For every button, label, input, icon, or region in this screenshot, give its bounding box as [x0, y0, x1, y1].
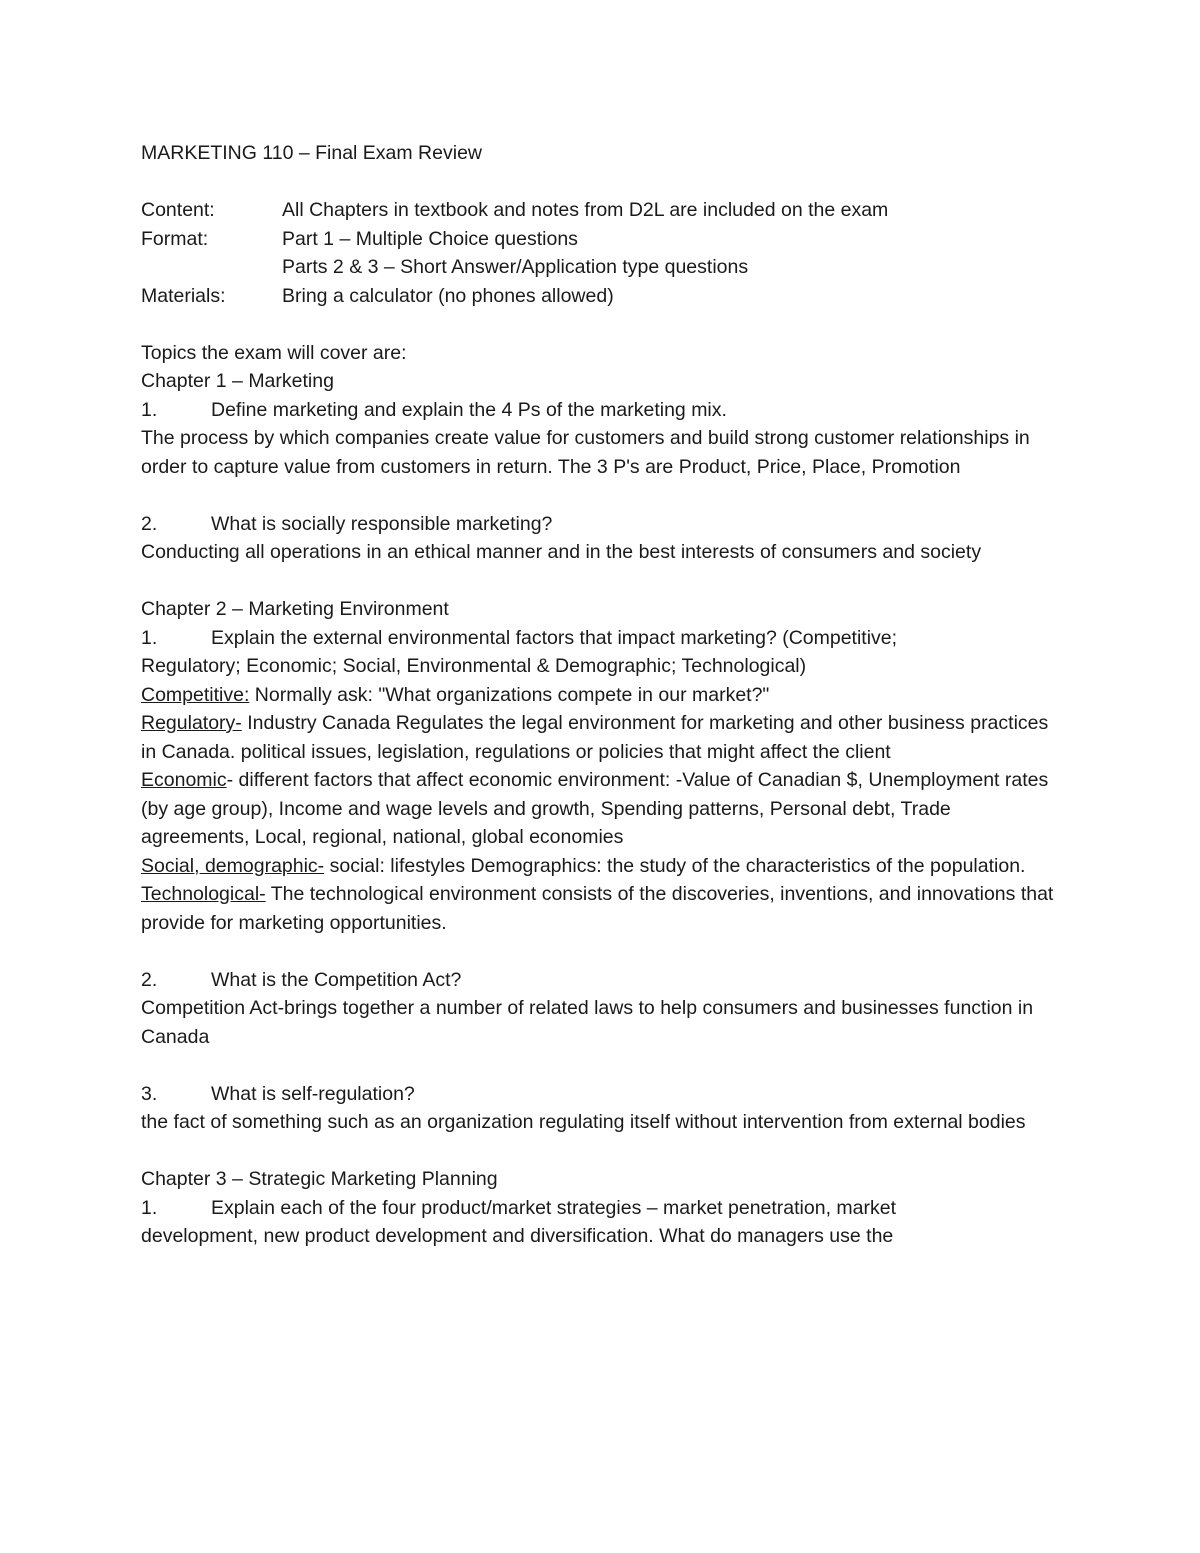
spacer — [141, 937, 1061, 966]
format-value-1: Part 1 – Multiple Choice questions — [282, 227, 578, 250]
ch1-q2-text: What is socially responsible marketing? — [211, 512, 553, 535]
ch2-q3-number: 3. — [141, 1082, 158, 1105]
ch1-q1-text: Define marketing and explain the 4 Ps of the marketing mix. — [211, 398, 727, 421]
economic-text: - different factors that affect economic environment: -Value of Canadian $, Unemployment rates (by age group), Income and wage levels and growth, Spending patterns, Personal debt, Trade agreements, Local, regional, national, global economies — [141, 769, 1049, 848]
ch3-q1-number: 1. — [141, 1196, 158, 1219]
economic-paragraph — [141, 766, 1061, 852]
materials-value: Bring a calculator (no phones allowed) — [282, 284, 614, 307]
social-label: Social, demographic- — [141, 854, 325, 877]
technological-paragraph — [141, 880, 1061, 937]
economic-label: Economic — [141, 769, 227, 791]
ch1-question-2 — [141, 510, 1061, 539]
ch2-q1-text-cont: Regulatory; Economic; Social, Environmental & Demographic; Technological) — [141, 655, 807, 677]
ch1-q1-number: 1. — [141, 398, 158, 421]
regulatory-paragraph — [141, 709, 1061, 766]
ch2-q2-answer: Competition Act-brings together a number of related laws to help consumers and businesses function in Canada — [141, 997, 1034, 1048]
ch3-q1-text: Explain each of the four product/market strategies – market penetration, market — [211, 1196, 897, 1219]
regulatory-label: Regulatory- — [141, 712, 242, 734]
info-row-format — [141, 225, 1061, 254]
topics-intro: Topics the exam will cover are: — [141, 341, 407, 364]
ch3-q1-text-cont: development, new product development and diversification. What do managers use the — [141, 1225, 894, 1247]
ch2-q3-text: What is self-regulation? — [211, 1082, 415, 1105]
spacer — [141, 567, 1061, 596]
ch2-q1-text: Explain the external environmental factors that impact marketing? (Competitive; — [211, 626, 898, 649]
technological-label: Technological- — [141, 883, 266, 905]
ch2-question-1 — [141, 624, 1061, 653]
content-label: Content: — [141, 199, 215, 221]
spacer — [141, 1137, 1061, 1166]
spacer — [141, 168, 1061, 197]
ch1-question-1 — [141, 396, 1061, 425]
format-label-empty — [141, 253, 282, 282]
chapter-1-heading: Chapter 1 – Marketing — [141, 370, 334, 392]
info-row-materials — [141, 282, 1061, 311]
ch2-question-2 — [141, 966, 1061, 995]
ch2-q1-number: 1. — [141, 626, 158, 649]
format-label: Format: — [141, 227, 209, 250]
info-row-content — [141, 196, 1061, 225]
ch2-q2-text: What is the Competition Act? — [211, 968, 462, 991]
ch2-q2-number: 2. — [141, 968, 158, 991]
ch3-question-1 — [141, 1194, 1061, 1223]
social-paragraph — [141, 852, 1061, 881]
document-title: MARKETING 110 – Final Exam Review — [141, 142, 482, 164]
spacer — [141, 310, 1061, 339]
document-body — [141, 139, 1061, 1251]
ch1-q2-number: 2. — [141, 512, 158, 535]
competitive-paragraph — [141, 681, 1061, 710]
materials-label: Materials: — [141, 284, 226, 307]
info-row-format-cont — [141, 253, 1061, 282]
ch1-q2-answer: Conducting all operations in an ethical manner and in the best interests of consumers and society — [141, 541, 982, 563]
ch2-q3-answer: the fact of something such as an organization regulating itself without intervention from external bodies — [141, 1111, 1026, 1133]
ch1-q1-answer: The process by which companies create value for customers and build strong customer relationships in order to capture value from customers in return. The 3 P's are Product, Price, Place, Promotion — [141, 427, 1030, 478]
regulatory-text: Industry Canada Regulates the legal environment for marketing and other business practices in Canada. political issues, legislation, regulations or policies that might affect the client — [141, 712, 1049, 763]
competitive-text: Normally ask: "What organizations compete in our market?" — [249, 683, 770, 706]
format-value-2: Parts 2 & 3 – Short Answer/Application type questions — [282, 256, 749, 278]
technological-text: The technological environment consists of the discoveries, inventions, and innovations that provide for marketing opportunities. — [141, 883, 1054, 934]
spacer — [141, 1051, 1061, 1080]
social-text: social: lifestyles Demographics: the study of the characteristics of the population. — [324, 854, 1026, 877]
chapter-2-heading: Chapter 2 – Marketing Environment — [141, 598, 449, 620]
content-value: All Chapters in textbook and notes from D2L are included on the exam — [282, 199, 889, 221]
spacer — [141, 481, 1061, 510]
chapter-3-heading: Chapter 3 – Strategic Marketing Planning — [141, 1168, 498, 1190]
competitive-label: Competitive: — [141, 683, 250, 706]
ch2-question-3 — [141, 1080, 1061, 1109]
